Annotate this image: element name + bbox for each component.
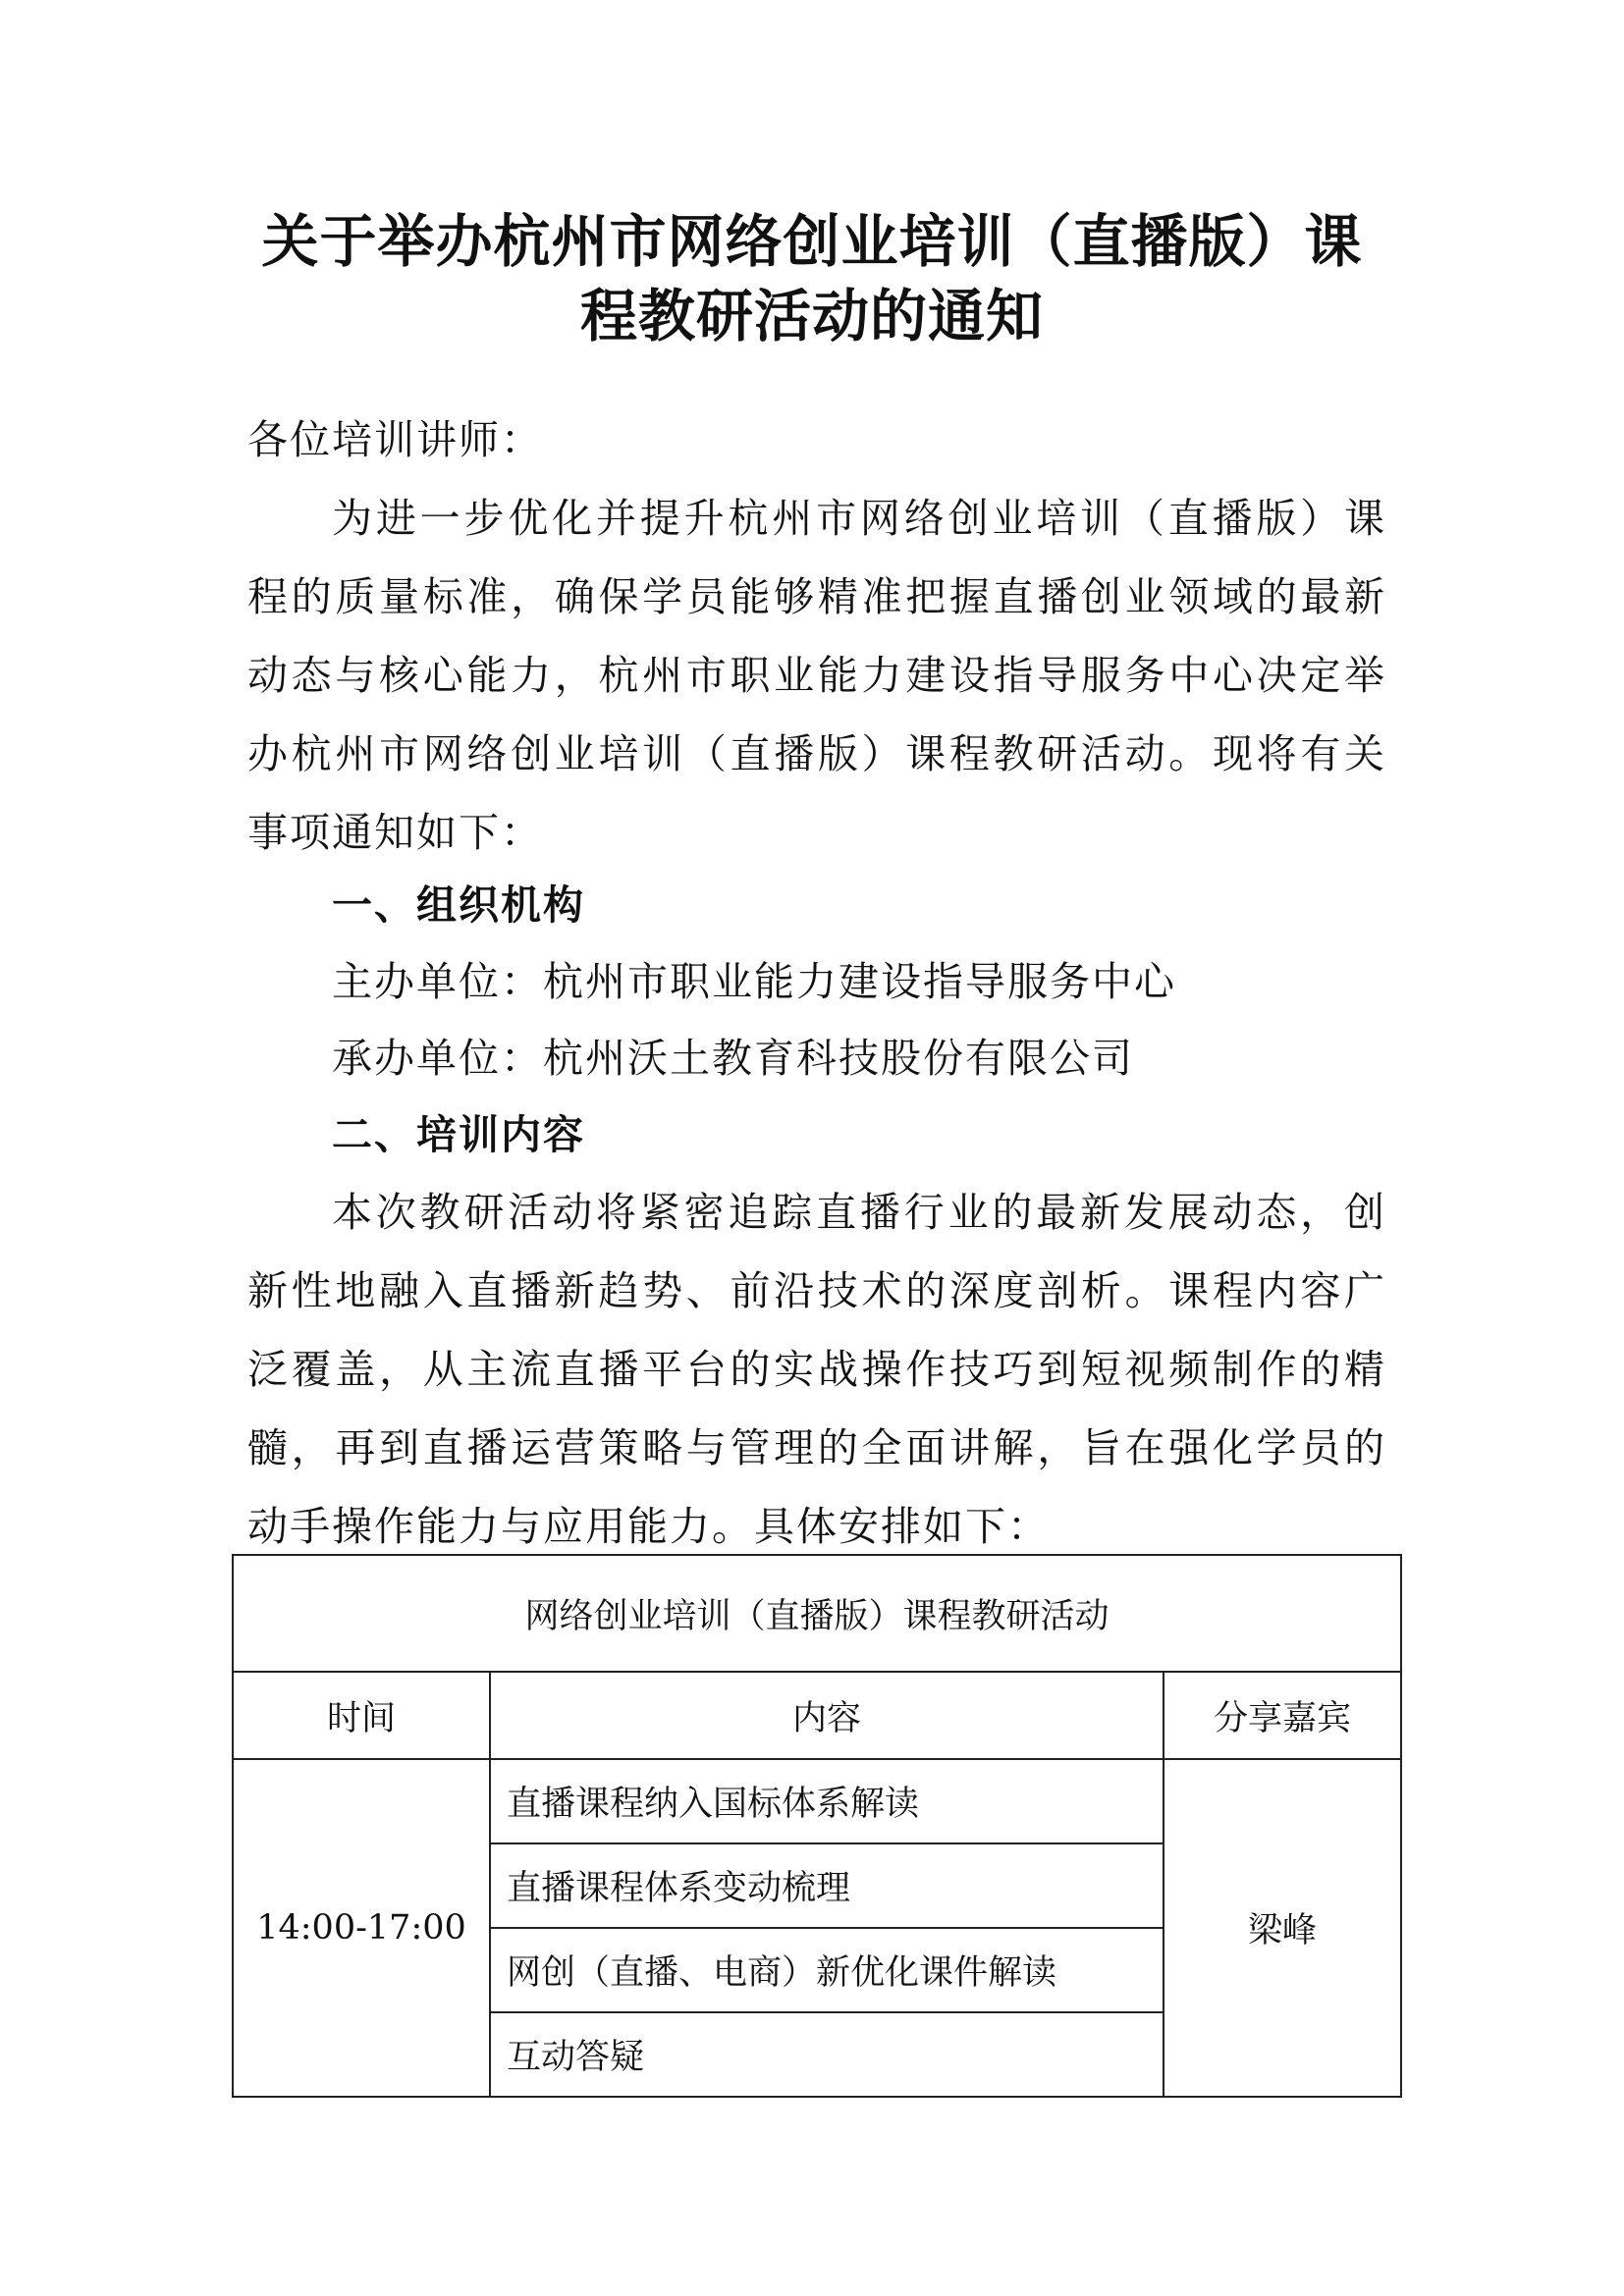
schedule-item: 互动答疑 bbox=[490, 2012, 1164, 2097]
document-title-line-1: 关于举办杭州市网络创业培训（直播版）课 bbox=[261, 208, 1363, 275]
section-2-paragraph: 本次教研活动将紧密追踪直播行业的最新发展动态，创新性地融入直播新趋势、前沿技术的深度剖析。课程内容广泛覆盖，从主流直播平台的实战操作技巧到短视频制作的精髓，再到直播运营策略与管理的全面讲解，旨在强化学员的动手操作能力与应用能力。具体安排如下： bbox=[247, 1189, 1386, 1550]
schedule-caption-row bbox=[233, 1555, 1401, 1672]
schedule-item: 直播课程纳入国标体系解读 bbox=[490, 1759, 1164, 1843]
organizer-line: 主办单位：杭州市职业能力建设指导服务中心 bbox=[332, 958, 1176, 1005]
header-guest: 分享嘉宾 bbox=[1164, 1672, 1401, 1759]
schedule-caption: 网络创业培训（直播版）课程教研活动 bbox=[233, 1555, 1401, 1672]
intro-paragraph: 为进一步优化并提升杭州市网络创业培训（直播版）课程的质量标准，确保学员能够精准把握直播创业领域的最新动态与核心能力，杭州市职业能力建设指导服务中心决定举办杭州市网络创业培训（直播版）课程教研活动。现将有关事项通知如下： bbox=[247, 495, 1386, 856]
schedule-item: 直播课程体系变动梳理 bbox=[490, 1843, 1164, 1928]
schedule-guest: 梁峰 bbox=[1164, 1759, 1401, 2097]
schedule-table bbox=[232, 1554, 1402, 2098]
header-content: 内容 bbox=[490, 1672, 1164, 1759]
section-2-heading: 二、培训内容 bbox=[332, 1111, 585, 1158]
header-time: 时间 bbox=[233, 1672, 490, 1759]
schedule-header-row bbox=[233, 1672, 1401, 1759]
schedule-item: 网创（直播、电商）新优化课件解读 bbox=[490, 1928, 1164, 2012]
co-organizer-line: 承办单位：杭州沃土教育科技股份有限公司 bbox=[332, 1035, 1134, 1082]
document-title-line-2: 程教研活动的通知 bbox=[579, 283, 1044, 349]
schedule-time: 14:00-17:00 bbox=[233, 1759, 490, 2097]
table-row bbox=[233, 1759, 1401, 1843]
salutation: 各位培训讲师： bbox=[247, 416, 543, 463]
section-1-heading: 一、组织机构 bbox=[332, 881, 585, 929]
